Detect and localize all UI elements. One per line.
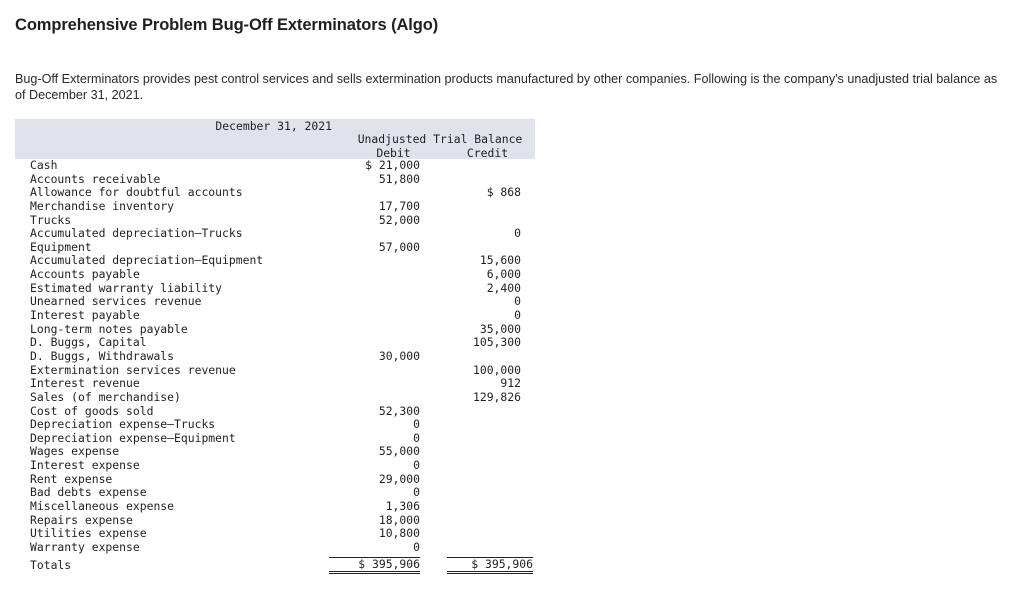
account-name: Accumulated depreciation—Equipment — [30, 253, 264, 268]
table-row — [15, 186, 535, 200]
table-row — [15, 445, 535, 459]
totals-row — [15, 557, 535, 573]
credit-amount: 0 — [514, 226, 521, 241]
table-row — [15, 500, 535, 514]
table-row — [15, 541, 535, 555]
account-name: Interest expense — [30, 458, 140, 473]
debit-amount: 10,800 — [378, 526, 420, 541]
table-row — [15, 254, 535, 268]
table-body — [15, 159, 535, 555]
account-name: Miscellaneous expense — [30, 499, 175, 514]
totals-label: Totals — [30, 557, 72, 572]
account-name: Extermination services revenue — [30, 362, 236, 377]
credit-amount: 100,000 — [472, 362, 521, 377]
table-row — [15, 377, 535, 391]
debit-amount: 0 — [413, 417, 420, 432]
table-row — [15, 309, 535, 323]
table-row — [15, 336, 535, 350]
account-name: Repairs expense — [30, 512, 133, 527]
credit-header: Credit — [466, 146, 509, 160]
intro-paragraph: Bug-Off Exterminators provides pest control services and sells extermination products manufactured by other companies. Following is the company's unadjusted trial balance as of December 31, 2021. — [15, 72, 998, 102]
debit-amount: $ 21,000 — [365, 158, 420, 172]
account-name: Utilities expense — [30, 526, 147, 541]
debit-amount: 17,700 — [378, 198, 420, 213]
totals-credit: $ 395,906 — [447, 557, 533, 574]
account-name: Trucks — [30, 212, 72, 227]
account-name: Depreciation expense—Equipment — [30, 430, 236, 445]
account-name: Warranty expense — [30, 539, 140, 554]
table-row — [15, 214, 535, 228]
totals-debit: $ 395,906 — [329, 557, 420, 574]
account-name: Estimated warranty liability — [30, 280, 223, 295]
account-name: Allowance for doubtful accounts — [30, 185, 243, 200]
table-row — [15, 391, 535, 405]
debit-amount: 57,000 — [378, 239, 420, 254]
credit-amount: 0 — [514, 308, 521, 323]
debit-amount: 52,300 — [378, 403, 420, 418]
debit-amount: 29,000 — [378, 471, 420, 486]
account-name: Rent expense — [30, 471, 113, 486]
unadjusted-trial-balance-header: Unadjusted Trial Balance — [357, 132, 523, 146]
table-row — [15, 364, 535, 378]
table-row — [15, 486, 535, 500]
table-row — [15, 473, 535, 487]
debit-amount: 30,000 — [378, 348, 420, 363]
page-title: Comprehensive Problem Bug-Off Exterminators (Algo) — [15, 16, 439, 34]
account-name: Cash — [30, 158, 58, 172]
debit-amount: 0 — [413, 539, 420, 554]
credit-amount: 0 — [514, 294, 521, 309]
credit-amount: $ 868 — [486, 185, 521, 200]
account-name: Cost of goods sold — [30, 403, 154, 418]
table-row — [15, 268, 535, 282]
table-row — [15, 159, 535, 173]
table-row — [15, 200, 535, 214]
account-name: Bad debts expense — [30, 485, 147, 500]
table-row — [15, 241, 535, 255]
account-name: Accounts payable — [30, 267, 140, 282]
debit-amount: 18,000 — [378, 512, 420, 527]
table-row — [15, 405, 535, 419]
table-row — [15, 418, 535, 432]
credit-amount: 912 — [500, 376, 521, 391]
debit-amount: 55,000 — [378, 444, 420, 459]
debit-amount: 51,800 — [378, 171, 420, 186]
account-name: Accumulated depreciation—Trucks — [30, 226, 243, 241]
credit-amount: 35,000 — [479, 321, 521, 336]
account-name: D. Buggs, Withdrawals — [30, 348, 175, 363]
account-name: Depreciation expense—Trucks — [30, 417, 216, 432]
date-header: December 31, 2021 — [215, 119, 332, 133]
table-row — [15, 295, 535, 309]
table-row — [15, 350, 535, 364]
debit-amount: 52,000 — [378, 212, 420, 227]
table-row — [15, 432, 535, 446]
account-name: Interest revenue — [30, 376, 140, 391]
credit-amount: 129,826 — [472, 389, 521, 404]
credit-amount: 2,400 — [486, 280, 521, 295]
table-header — [15, 119, 535, 159]
account-name: Wages expense — [30, 444, 120, 459]
table-row — [15, 459, 535, 473]
table-row — [15, 514, 535, 528]
account-name: Interest payable — [30, 308, 140, 323]
debit-amount: 0 — [413, 485, 420, 500]
account-name: Equipment — [30, 239, 92, 254]
table-row — [15, 173, 535, 187]
account-name: Unearned services revenue — [30, 294, 202, 309]
debit-amount: 0 — [413, 430, 420, 445]
account-name: D. Buggs, Capital — [30, 335, 147, 350]
debit-amount: 1,306 — [385, 499, 420, 514]
table-row — [15, 323, 535, 337]
account-name: Merchandise inventory — [30, 198, 175, 213]
table-row — [15, 527, 535, 541]
account-name: Long-term notes payable — [30, 321, 188, 336]
table-row — [15, 227, 535, 241]
account-name: Accounts receivable — [30, 171, 161, 186]
credit-amount: 15,600 — [479, 253, 521, 268]
trial-balance-table — [15, 119, 535, 573]
credit-amount: 6,000 — [486, 267, 521, 282]
debit-amount: 0 — [413, 458, 420, 473]
table-row — [15, 282, 535, 296]
debit-header: Debit — [376, 146, 411, 160]
credit-amount: 105,300 — [472, 335, 521, 350]
account-name: Sales (of merchandise) — [30, 389, 181, 404]
